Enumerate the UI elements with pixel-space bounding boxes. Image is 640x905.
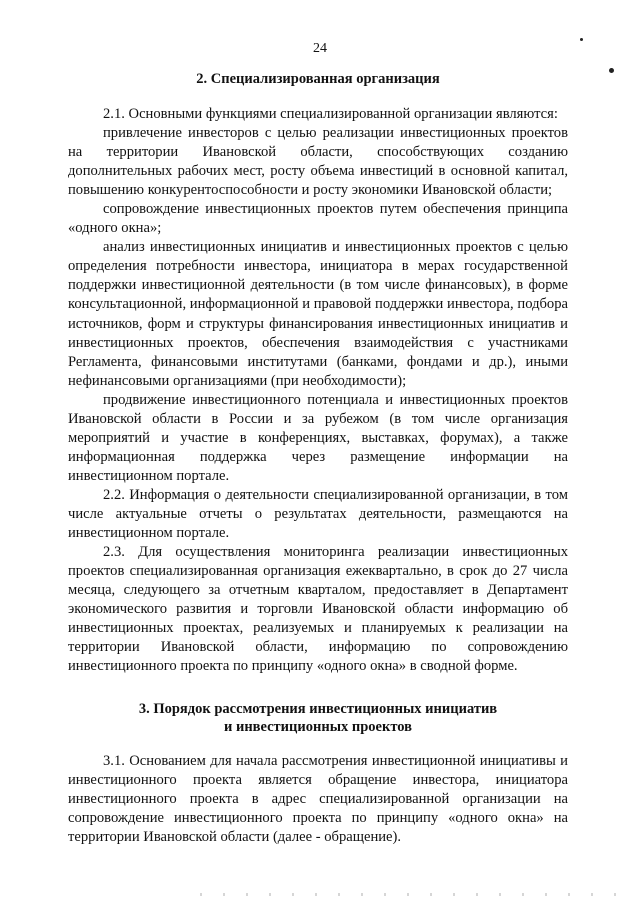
- section-3-body: [68, 752, 568, 847]
- scan-speck: [580, 38, 583, 41]
- list-item-support-projects: сопровождение инвестиционных проектов путем обеспечения принципа «одного окна»;: [68, 201, 568, 237]
- scan-noise: [200, 893, 630, 896]
- section-3-heading: [66, 700, 570, 736]
- page-number: 24: [313, 41, 327, 56]
- paragraph-2-1: 2.1. Основными функциями специализированной организации являются:: [103, 106, 558, 122]
- paragraph-3-1: 3.1. Основанием для начала рассмотрения инвестиционной инициативы и инвестиционного проекта является обращение инвестора, инициатора инвестиционного проекта в адрес специализированной организации на сопровождение инвестиционного проекта по принципу «одного окна» на территории Ивановской области (далее - обращение).: [68, 753, 568, 846]
- section-2-heading: 2. Специализированная организация: [196, 71, 440, 87]
- section-2-body: [68, 105, 568, 676]
- paragraph-2-3: 2.3. Для осуществления мониторинга реализации инвестиционных проектов специализированная организация ежеквартально, в срок до 27 числа месяца, следующего за отчетным кварталом, предоставляет в Департамент экономического развития и торговли Ивановской области информацию об инвестиционных проектах, реализуемых и планируемых к реализации на территории Ивановской области, информацию по сопровождению инвестиционного проекта по принципу «одного окна» в сводной форме.: [68, 544, 568, 675]
- list-item-attract-investors: привлечение инвесторов с целью реализации инвестиционных проектов на территории Ивановской области, способствующих созданию дополнительных рабочих мест, росту объема инвестиций в основной капитал, повышению конкурентоспособности и росту экономики Ивановской области;: [68, 125, 568, 199]
- list-item-promotion: продвижение инвестиционного потенциала и инвестиционных проектов Ивановской области в России и за рубежом (в том числе организация мероприятий и участие в конференциях, выставках, форумах), а также информационная поддержка через размещение информации на инвестиционном портале.: [68, 391, 568, 484]
- scan-speck: [609, 68, 614, 73]
- section-3-heading-line-2: и инвестиционных проектов: [223, 719, 413, 735]
- section-3-heading-line-1: 3. Порядок рассмотрения инвестиционных инициатив: [138, 701, 498, 717]
- paragraph-2-2: 2.2. Информация о деятельности специализированной организации, в том числе актуальные отчеты о результатах деятельности, размещаются на инвестиционном портале.: [68, 486, 568, 542]
- list-item-analysis: анализ инвестиционных инициатив и инвестиционных проектов с целью определения потребности инвестора, инициатора в мерах государственной поддержки инвестиционной деятельности (в том числе финансовых), в форме консультационной, информационной и правовой поддержки инвестора, подбора источников, форм и структуры финансирования инвестиционных инициатив и инвестиционных проектов, обеспечения взаимодействия с участниками Регламента, финансовыми институтами (банками, фондами и др.), иными нефинансовыми организациями (при необходимости);: [68, 239, 568, 389]
